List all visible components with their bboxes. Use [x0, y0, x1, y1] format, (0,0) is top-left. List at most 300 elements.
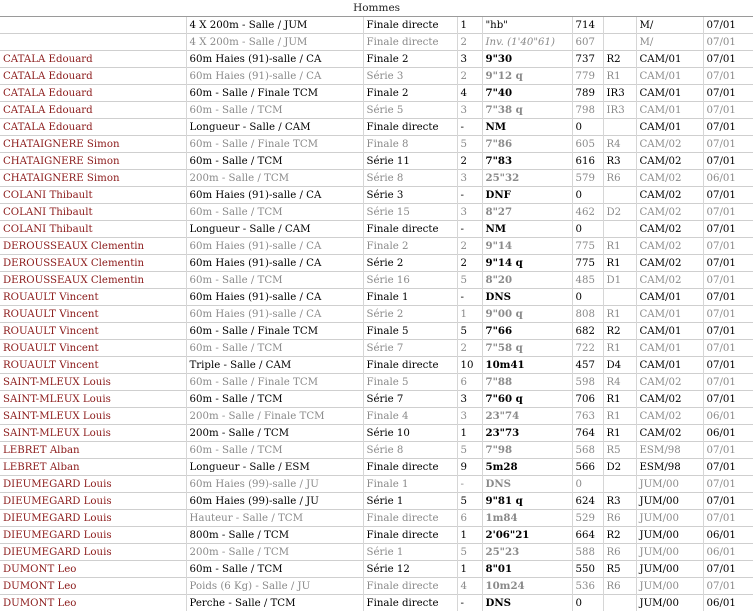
- points-value: 0: [572, 595, 603, 611]
- round-label: Finale directe: [363, 17, 457, 34]
- athlete-name: DIEUMEGARD Louis: [0, 527, 186, 544]
- place-value: 5: [457, 136, 482, 153]
- points-value: 616: [572, 153, 603, 170]
- table-row: [0, 340, 753, 357]
- date-value: 07/01: [703, 306, 753, 323]
- table-row: [0, 51, 753, 68]
- place-value: 2: [457, 238, 482, 255]
- points-value: 0: [572, 119, 603, 136]
- category-value: M/: [636, 17, 703, 34]
- table-row: [0, 204, 753, 221]
- performance-value: "hb": [482, 17, 572, 34]
- round-label: Finale 2: [363, 51, 457, 68]
- athlete-name: CATALA Edouard: [0, 102, 186, 119]
- category-value: CAM/02: [636, 238, 703, 255]
- athlete-name: DEROUSSEAUX Clementin: [0, 272, 186, 289]
- level-value: R1: [603, 425, 636, 442]
- points-value: 682: [572, 323, 603, 340]
- points-value: 605: [572, 136, 603, 153]
- event-name: 200m - Salle / TCM: [186, 425, 363, 442]
- athlete-name: DIEUMEGARD Louis: [0, 476, 186, 493]
- table-row: [0, 408, 753, 425]
- date-value: 07/01: [703, 102, 753, 119]
- level-value: [603, 187, 636, 204]
- event-name: 60m - Salle / TCM: [186, 204, 363, 221]
- category-value: CAM/01: [636, 357, 703, 374]
- place-value: 5: [457, 493, 482, 510]
- points-value: 798: [572, 102, 603, 119]
- level-value: R1: [603, 340, 636, 357]
- level-value: IR3: [603, 102, 636, 119]
- round-label: Finale directe: [363, 119, 457, 136]
- category-value: CAM/01: [636, 323, 703, 340]
- event-name: 60m - Salle / Finale TCM: [186, 85, 363, 102]
- level-value: R2: [603, 527, 636, 544]
- performance-value: 10m24: [482, 578, 572, 595]
- event-name: 60m - Salle / TCM: [186, 272, 363, 289]
- place-value: 5: [457, 272, 482, 289]
- event-name: Longueur - Salle / CAM: [186, 119, 363, 136]
- table-row: [0, 17, 753, 34]
- points-value: 789: [572, 85, 603, 102]
- table-row: [0, 34, 753, 51]
- place-value: -: [457, 221, 482, 238]
- category-value: CAM/02: [636, 272, 703, 289]
- athlete-name: DEROUSSEAUX Clementin: [0, 255, 186, 272]
- performance-value: 9"30: [482, 51, 572, 68]
- place-value: 1: [457, 425, 482, 442]
- level-value: D2: [603, 204, 636, 221]
- athlete-name: SAINT-MLEUX Louis: [0, 408, 186, 425]
- level-value: [603, 221, 636, 238]
- date-value: 07/01: [703, 17, 753, 34]
- performance-value: DNF: [482, 187, 572, 204]
- date-value: 07/01: [703, 442, 753, 459]
- table-row: [0, 102, 753, 119]
- table-row: [0, 238, 753, 255]
- table-row: [0, 289, 753, 306]
- athlete-name: DUMONT Leo: [0, 561, 186, 578]
- table-row: [0, 510, 753, 527]
- athlete-name: [0, 34, 186, 51]
- category-value: M/: [636, 34, 703, 51]
- table-row: [0, 170, 753, 187]
- round-label: Finale 5: [363, 374, 457, 391]
- date-value: 07/01: [703, 340, 753, 357]
- date-value: 06/01: [703, 527, 753, 544]
- round-label: Finale directe: [363, 578, 457, 595]
- level-value: R4: [603, 374, 636, 391]
- level-value: D2: [603, 459, 636, 476]
- category-value: CAM/02: [636, 408, 703, 425]
- place-value: 1: [457, 561, 482, 578]
- athlete-name: [0, 17, 186, 34]
- category-value: CAM/01: [636, 85, 703, 102]
- performance-value: 8"01: [482, 561, 572, 578]
- athlete-name: ROUAULT Vincent: [0, 323, 186, 340]
- table-row: [0, 306, 753, 323]
- table-row: [0, 544, 753, 561]
- performance-value: NM: [482, 221, 572, 238]
- table-row: [0, 323, 753, 340]
- round-label: Série 12: [363, 561, 457, 578]
- performance-value: NM: [482, 119, 572, 136]
- place-value: 2: [457, 68, 482, 85]
- category-value: CAM/02: [636, 221, 703, 238]
- level-value: R1: [603, 391, 636, 408]
- table-row: [0, 357, 753, 374]
- performance-value: 9"00 q: [482, 306, 572, 323]
- category-value: JUM/00: [636, 595, 703, 611]
- performance-value: 9"14 q: [482, 255, 572, 272]
- points-value: 722: [572, 340, 603, 357]
- performance-value: 7"60 q: [482, 391, 572, 408]
- points-value: 775: [572, 238, 603, 255]
- place-value: 1: [457, 306, 482, 323]
- performance-value: DNS: [482, 289, 572, 306]
- level-value: R6: [603, 510, 636, 527]
- category-value: CAM/01: [636, 51, 703, 68]
- performance-value: 7"86: [482, 136, 572, 153]
- place-value: 6: [457, 374, 482, 391]
- event-name: Perche - Salle / TCM: [186, 595, 363, 611]
- place-value: 3: [457, 391, 482, 408]
- event-name: 60m Haies (91)-salle / CA: [186, 306, 363, 323]
- athlete-name: CATALA Edouard: [0, 51, 186, 68]
- performance-value: DNS: [482, 476, 572, 493]
- round-label: Finale 5: [363, 323, 457, 340]
- level-value: R5: [603, 561, 636, 578]
- level-value: [603, 476, 636, 493]
- points-value: 706: [572, 391, 603, 408]
- performance-value: 7"40: [482, 85, 572, 102]
- level-value: R5: [603, 442, 636, 459]
- table-row: [0, 119, 753, 136]
- performance-value: 23"74: [482, 408, 572, 425]
- level-value: R1: [603, 255, 636, 272]
- round-label: Série 1: [363, 544, 457, 561]
- points-value: 737: [572, 51, 603, 68]
- level-value: R4: [603, 136, 636, 153]
- date-value: 06/01: [703, 425, 753, 442]
- category-value: CAM/01: [636, 289, 703, 306]
- round-label: Finale 2: [363, 238, 457, 255]
- athlete-name: SAINT-MLEUX Louis: [0, 374, 186, 391]
- event-name: 60m - Salle / TCM: [186, 340, 363, 357]
- place-value: 3: [457, 102, 482, 119]
- round-label: Série 11: [363, 153, 457, 170]
- event-name: 60m - Salle / TCM: [186, 391, 363, 408]
- performance-value: 7"88: [482, 374, 572, 391]
- table-row: [0, 153, 753, 170]
- points-value: 664: [572, 527, 603, 544]
- category-value: CAM/02: [636, 187, 703, 204]
- athlete-name: ROUAULT Vincent: [0, 306, 186, 323]
- level-value: IR3: [603, 85, 636, 102]
- athlete-name: SAINT-MLEUX Louis: [0, 391, 186, 408]
- place-value: -: [457, 187, 482, 204]
- date-value: 07/01: [703, 51, 753, 68]
- category-value: JUM/00: [636, 510, 703, 527]
- date-value: 07/01: [703, 68, 753, 85]
- place-value: 5: [457, 323, 482, 340]
- round-label: Série 3: [363, 187, 457, 204]
- date-value: 07/01: [703, 187, 753, 204]
- table-row: [0, 272, 753, 289]
- performance-value: 7"83: [482, 153, 572, 170]
- table-row: [0, 68, 753, 85]
- date-value: 07/01: [703, 238, 753, 255]
- round-label: Finale directe: [363, 221, 457, 238]
- table-row: [0, 85, 753, 102]
- event-name: 200m - Salle / TCM: [186, 544, 363, 561]
- points-value: 529: [572, 510, 603, 527]
- points-value: 0: [572, 289, 603, 306]
- event-name: 800m - Salle / TCM: [186, 527, 363, 544]
- round-label: Finale 1: [363, 289, 457, 306]
- event-name: Triple - Salle / CAM: [186, 357, 363, 374]
- level-value: D1: [603, 272, 636, 289]
- level-value: R6: [603, 170, 636, 187]
- date-value: 07/01: [703, 221, 753, 238]
- place-value: 5: [457, 442, 482, 459]
- round-label: Finale directe: [363, 459, 457, 476]
- category-value: CAM/01: [636, 102, 703, 119]
- performance-value: 9"81 q: [482, 493, 572, 510]
- round-label: Série 10: [363, 425, 457, 442]
- date-value: 06/01: [703, 595, 753, 611]
- place-value: 6: [457, 510, 482, 527]
- athlete-name: DIEUMEGARD Louis: [0, 544, 186, 561]
- performance-value: 1m84: [482, 510, 572, 527]
- round-label: Série 1: [363, 493, 457, 510]
- category-value: ESM/98: [636, 442, 703, 459]
- performance-value: DNS: [482, 595, 572, 611]
- points-value: 0: [572, 476, 603, 493]
- date-value: 07/01: [703, 272, 753, 289]
- points-value: 550: [572, 561, 603, 578]
- round-label: Série 2: [363, 255, 457, 272]
- event-name: 4 X 200m - Salle / JUM: [186, 17, 363, 34]
- place-value: 3: [457, 408, 482, 425]
- level-value: [603, 17, 636, 34]
- category-value: CAM/02: [636, 255, 703, 272]
- date-value: 07/01: [703, 493, 753, 510]
- round-label: Série 15: [363, 204, 457, 221]
- place-value: 2: [457, 340, 482, 357]
- level-value: R6: [603, 544, 636, 561]
- points-value: 566: [572, 459, 603, 476]
- performance-value: 8"20: [482, 272, 572, 289]
- category-value: JUM/00: [636, 561, 703, 578]
- event-name: 60m Haies (91)-salle / CA: [186, 255, 363, 272]
- athlete-name: DIEUMEGARD Louis: [0, 493, 186, 510]
- points-value: 457: [572, 357, 603, 374]
- round-label: Série 7: [363, 391, 457, 408]
- performance-value: 23"73: [482, 425, 572, 442]
- category-value: ESM/98: [636, 459, 703, 476]
- points-value: 568: [572, 442, 603, 459]
- athlete-name: CHATAIGNERE Simon: [0, 136, 186, 153]
- points-value: 0: [572, 187, 603, 204]
- level-value: R2: [603, 323, 636, 340]
- event-name: 60m Haies (99)-salle / JU: [186, 476, 363, 493]
- athlete-name: DIEUMEGARD Louis: [0, 510, 186, 527]
- date-value: 07/01: [703, 119, 753, 136]
- category-value: CAM/02: [636, 153, 703, 170]
- level-value: R1: [603, 238, 636, 255]
- athlete-name: DUMONT Leo: [0, 595, 186, 611]
- athlete-name: COLANI Thibault: [0, 221, 186, 238]
- performance-value: 7"98: [482, 442, 572, 459]
- performance-value: 7"38 q: [482, 102, 572, 119]
- level-value: R3: [603, 493, 636, 510]
- level-value: R6: [603, 578, 636, 595]
- table-row: [0, 561, 753, 578]
- date-value: 07/01: [703, 85, 753, 102]
- place-value: 4: [457, 85, 482, 102]
- event-name: 60m - Salle / Finale TCM: [186, 374, 363, 391]
- event-name: 60m Haies (91)-salle / CA: [186, 289, 363, 306]
- round-label: Série 16: [363, 272, 457, 289]
- athlete-name: CATALA Edouard: [0, 68, 186, 85]
- level-value: [603, 289, 636, 306]
- athlete-name: ROUAULT Vincent: [0, 340, 186, 357]
- table-row: [0, 476, 753, 493]
- category-value: JUM/00: [636, 493, 703, 510]
- points-value: 598: [572, 374, 603, 391]
- category-value: CAM/02: [636, 170, 703, 187]
- category-value: CAM/02: [636, 136, 703, 153]
- category-value: CAM/02: [636, 425, 703, 442]
- round-label: Série 7: [363, 340, 457, 357]
- points-value: 579: [572, 170, 603, 187]
- level-value: R2: [603, 51, 636, 68]
- date-value: 07/01: [703, 357, 753, 374]
- points-value: 485: [572, 272, 603, 289]
- event-name: Hauteur - Salle / TCM: [186, 510, 363, 527]
- event-name: 60m Haies (99)-salle / JU: [186, 493, 363, 510]
- level-value: D4: [603, 357, 636, 374]
- performance-value: 10m41: [482, 357, 572, 374]
- place-value: 9: [457, 459, 482, 476]
- points-value: 536: [572, 578, 603, 595]
- athlete-name: ROUAULT Vincent: [0, 357, 186, 374]
- table-row: [0, 187, 753, 204]
- place-value: 3: [457, 170, 482, 187]
- points-value: 624: [572, 493, 603, 510]
- round-label: Série 2: [363, 306, 457, 323]
- athlete-name: LEBRET Alban: [0, 459, 186, 476]
- date-value: 07/01: [703, 153, 753, 170]
- date-value: 06/01: [703, 408, 753, 425]
- performance-value: 5m28: [482, 459, 572, 476]
- points-value: 763: [572, 408, 603, 425]
- date-value: 06/01: [703, 544, 753, 561]
- category-value: JUM/00: [636, 527, 703, 544]
- date-value: 07/01: [703, 323, 753, 340]
- points-value: 0: [572, 221, 603, 238]
- level-value: R3: [603, 153, 636, 170]
- date-value: 07/01: [703, 204, 753, 221]
- level-value: [603, 595, 636, 611]
- level-value: R1: [603, 306, 636, 323]
- event-name: 4 X 200m - Salle / JUM: [186, 34, 363, 51]
- category-value: JUM/00: [636, 476, 703, 493]
- table-row: [0, 425, 753, 442]
- performance-value: 8"27: [482, 204, 572, 221]
- place-value: 2: [457, 153, 482, 170]
- place-value: 1: [457, 527, 482, 544]
- place-value: 4: [457, 578, 482, 595]
- table-row: [0, 493, 753, 510]
- place-value: -: [457, 289, 482, 306]
- table-title: Hommes: [0, 0, 753, 17]
- round-label: Finale directe: [363, 357, 457, 374]
- athlete-name: CHATAIGNERE Simon: [0, 153, 186, 170]
- round-label: Finale 4: [363, 408, 457, 425]
- performance-value: Inv. (1'40"61): [482, 34, 572, 51]
- round-label: Série 3: [363, 68, 457, 85]
- round-label: Série 5: [363, 102, 457, 119]
- athlete-name: DEROUSSEAUX Clementin: [0, 238, 186, 255]
- performance-value: 7"58 q: [482, 340, 572, 357]
- points-value: 764: [572, 425, 603, 442]
- event-name: 60m - Salle / TCM: [186, 442, 363, 459]
- category-value: CAM/02: [636, 204, 703, 221]
- date-value: 07/01: [703, 255, 753, 272]
- event-name: 60m - Salle / Finale TCM: [186, 323, 363, 340]
- points-value: 779: [572, 68, 603, 85]
- performance-value: 25"32: [482, 170, 572, 187]
- place-value: 3: [457, 51, 482, 68]
- category-value: CAM/02: [636, 391, 703, 408]
- event-name: 60m Haies (91)-salle / CA: [186, 68, 363, 85]
- place-value: 3: [457, 204, 482, 221]
- date-value: 07/01: [703, 578, 753, 595]
- category-value: JUM/00: [636, 544, 703, 561]
- table-row: [0, 527, 753, 544]
- date-value: 07/01: [703, 561, 753, 578]
- category-value: JUM/00: [636, 578, 703, 595]
- table-row: [0, 136, 753, 153]
- round-label: Série 8: [363, 170, 457, 187]
- points-value: 714: [572, 17, 603, 34]
- performance-value: 9"14: [482, 238, 572, 255]
- athlete-name: CHATAIGNERE Simon: [0, 170, 186, 187]
- athlete-name: ROUAULT Vincent: [0, 289, 186, 306]
- performance-value: 25"23: [482, 544, 572, 561]
- place-value: 2: [457, 255, 482, 272]
- round-label: Finale directe: [363, 34, 457, 51]
- performance-value: 7"66: [482, 323, 572, 340]
- event-name: Longueur - Salle / CAM: [186, 221, 363, 238]
- place-value: -: [457, 119, 482, 136]
- table-row: [0, 391, 753, 408]
- points-value: 775: [572, 255, 603, 272]
- points-value: 462: [572, 204, 603, 221]
- event-name: 60m Haies (91)-salle / CA: [186, 187, 363, 204]
- performance-value: 9"12 q: [482, 68, 572, 85]
- event-name: 60m Haies (91)-salle / CA: [186, 238, 363, 255]
- place-value: -: [457, 476, 482, 493]
- event-name: 60m - Salle / TCM: [186, 561, 363, 578]
- athlete-name: COLANI Thibault: [0, 204, 186, 221]
- event-name: 200m - Salle / Finale TCM: [186, 408, 363, 425]
- category-value: CAM/01: [636, 306, 703, 323]
- round-label: Finale directe: [363, 510, 457, 527]
- date-value: 07/01: [703, 289, 753, 306]
